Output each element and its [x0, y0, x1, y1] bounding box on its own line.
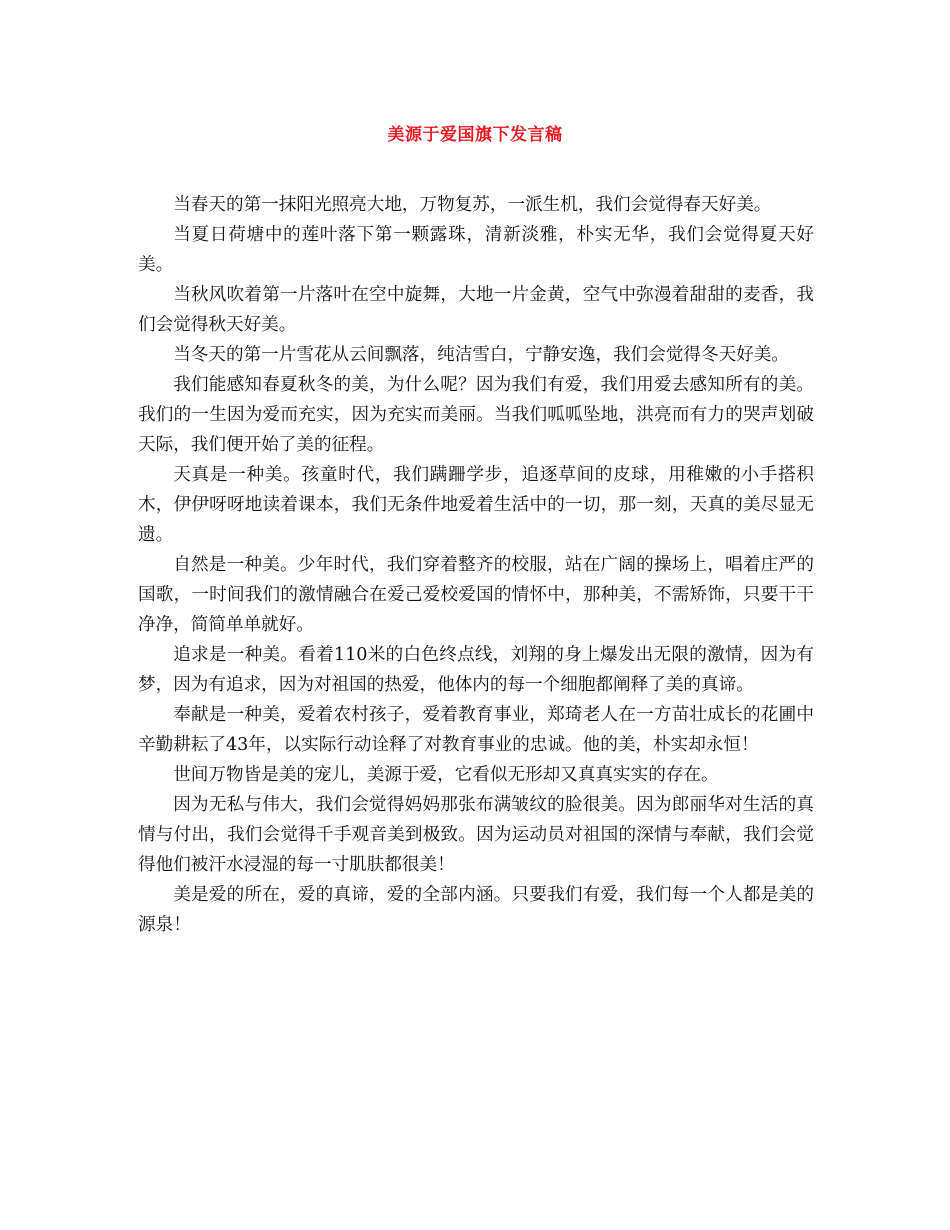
paragraph: 因为无私与伟大，我们会觉得妈妈那张布满皱纹的脸很美。因为郎丽华对生活的真情与付出，我们会觉得千手观音美到极致。因为运动员对祖国的深情与奉献，我们会觉得他们被汗水浸湿的每一寸肌肤都很美！ [138, 795, 814, 875]
paragraph: 当春天的第一抹阳光照亮大地，万物复苏，一派生机，我们会觉得春天好美。 [173, 195, 772, 215]
paragraph: 奉献是一种美，爱着农村孩子，爱着教育事业，郑琦老人在一方苗壮成长的花圃中辛勤耕耘了43年，以实际行动诠释了对教育事业的忠诚。他的美，朴实却永恒！ [138, 705, 814, 755]
paragraph: 我们能感知春夏秋冬的美，为什么呢？因为我们有爱，我们用爱去感知所有的美。我们的一生因为爱而充实，因为充实而美丽。当我们呱呱坠地，洪亮而有力的哭声划破天际，我们便开始了美的征程。 [138, 375, 814, 455]
paragraph: 当秋风吹着第一片落叶在空中旋舞，大地一片金黄，空气中弥漫着甜甜的麦香，我们会觉得秋天好美。 [138, 285, 814, 335]
document-body [138, 190, 814, 940]
paragraph: 当冬天的第一片雪花从云间飘落，纯洁雪白，宁静安逸，我们会觉得冬天好美。 [173, 345, 789, 365]
paragraph: 天真是一种美。孩童时代，我们蹒跚学步，追逐草间的皮球，用稚嫩的小手搭积木，伊伊呀呀地读着课本，我们无条件地爱着生活中的一切，那一刻，天真的美尽显无遗。 [138, 465, 814, 545]
paragraph: 自然是一种美。少年时代，我们穿着整齐的校服，站在广阔的操场上，唱着庄严的国歌，一时间我们的激情融合在爱己爱校爱国的情怀中，那种美，不需矫饰，只要干干净净，简简单单就好。 [138, 555, 814, 635]
document-title: 美源于爱国旗下发言稿 [387, 125, 563, 145]
paragraph: 世间万物皆是美的宠儿，美源于爱，它看似无形却又真真实实的存在。 [173, 765, 719, 785]
paragraph: 美是爱的所在，爱的真谛，爱的全部内涵。只要我们有爱，我们每一个人都是美的源泉！ [138, 885, 814, 935]
paragraph: 追求是一种美。看着110米的白色终点线，刘翔的身上爆发出无限的激情，因为有梦，因为有追求，因为对祖国的热爱，他体内的每一个细胞都阐释了美的真谛。 [138, 645, 814, 695]
paragraph: 当夏日荷塘中的莲叶落下第一颗露珠，清新淡雅，朴实无华，我们会觉得夏天好美。 [138, 225, 814, 275]
